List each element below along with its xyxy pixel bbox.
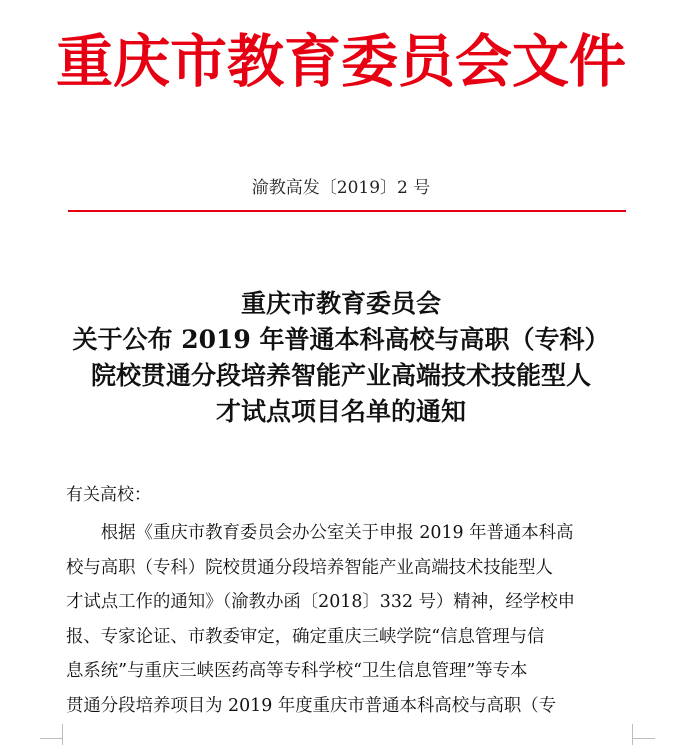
- document-number: 渝教高发〔2019〕2 号: [251, 178, 431, 198]
- body-line: 根据《重庆市教育委员会办公室关于申报 2019 年普通本科高: [66, 523, 574, 543]
- body-line: 校与高职（专科）院校贯通分段培养智能产业高端技术技能型人: [66, 557, 553, 578]
- crop-mark-left-vertical: [62, 724, 63, 745]
- title-line: 院校贯通分段培养智能产业高端技术技能型人: [90, 361, 591, 390]
- crop-mark-left-horizontal: [40, 738, 62, 739]
- body-text: [66, 516, 632, 724]
- body-line: 息系统”与重庆三峡医药高等专科学校“卫生信息管理”等专本: [66, 661, 528, 682]
- crop-mark-right-vertical: [632, 724, 633, 745]
- body-line: 贯通分段培养项目为 2019 年度重庆市普通本科高校与高职（专: [66, 695, 557, 716]
- body-line: 才试点工作的通知》（渝教办函〔2018〕332 号）精神，经学校申: [66, 592, 576, 613]
- document-title: [40, 286, 642, 430]
- red-separator-line: [68, 210, 626, 212]
- crop-mark-right-horizontal: [633, 738, 655, 739]
- title-line: 关于公布 2019 年普通本科高校与高职（专科）: [72, 325, 610, 354]
- body-line: 报、专家论证、市教委审定，确定重庆三峡学院“信息管理与信: [66, 626, 545, 647]
- title-line: 才试点项目名单的通知: [215, 397, 466, 426]
- salutation: 有关高校：: [66, 485, 151, 505]
- title-line: 重庆市教育委员会: [240, 289, 441, 318]
- document-masthead: 重庆市教育委员会文件: [56, 29, 626, 95]
